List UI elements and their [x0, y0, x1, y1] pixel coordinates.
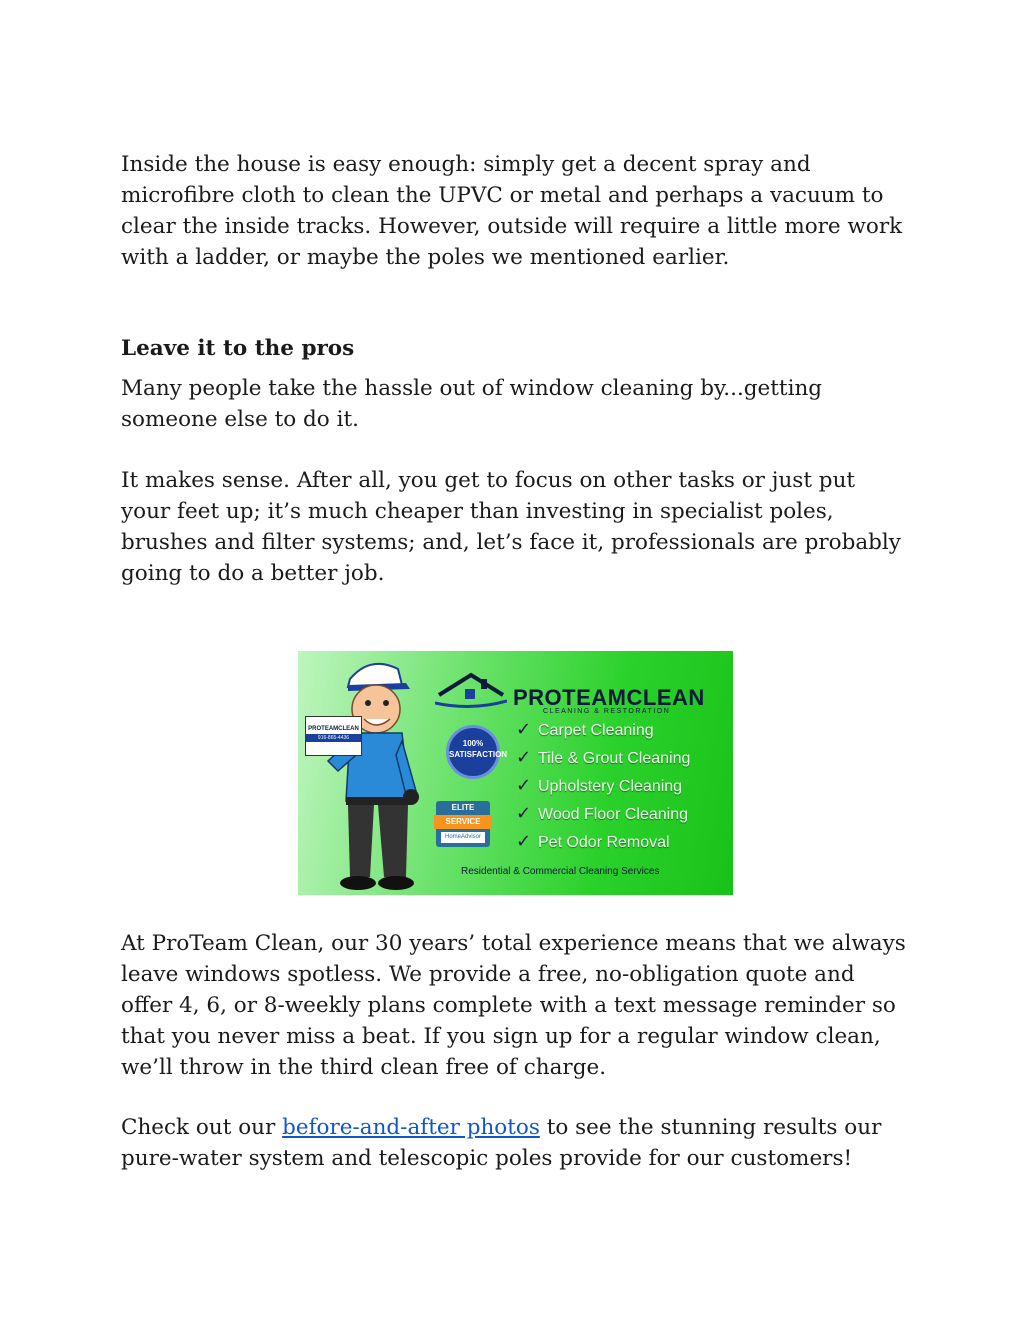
house-logo-icon — [435, 671, 507, 711]
service-item — [516, 715, 726, 743]
pros-paragraph-1: Many people take the hassle out of window cleaning by...getting someone else to do it. — [121, 376, 823, 432]
closing-paragraph — [121, 1112, 911, 1174]
service-item — [516, 827, 726, 855]
brand-name: PROTEAMCLEAN — [513, 685, 705, 710]
checkmark-icon: ✓ — [516, 747, 532, 767]
intro-paragraph: Inside the house is easy enough: simply get a decent spray and microfibre cloth to clean the UPVC or metal and perhaps a vacuum to clear the inside tracks. However, outside will require a little more work with a ladder, or maybe the poles we mentioned earlier. — [121, 152, 903, 270]
section-heading: Leave it to the pros — [121, 336, 355, 361]
business-card — [305, 716, 362, 756]
service-item — [516, 743, 726, 771]
service-item — [516, 771, 726, 799]
checkmark-icon: ✓ — [516, 775, 532, 795]
checkmark-icon: ✓ — [516, 803, 532, 823]
before-after-photos-link[interactable]: before-and-after photos — [282, 1115, 540, 1140]
service-label: Pet Odor Removal — [538, 834, 670, 851]
card-phone: 916-865-4436 — [306, 734, 361, 742]
elite-band: SERVICE — [434, 815, 492, 829]
pros-paragraph-2: It makes sense. After all, you get to focus on other tasks or just put your feet up; it’s much cheaper than investing in specialist poles, brushes and filter systems; and, let’s face it, professionals are probably going to do a better job. — [121, 468, 901, 586]
checkmark-icon: ✓ — [516, 719, 532, 739]
service-item — [516, 799, 726, 827]
elite-bottom: HomeAdvisor — [441, 832, 485, 843]
service-label: Carpet Cleaning — [538, 722, 654, 739]
service-label: Wood Floor Cleaning — [538, 806, 689, 823]
services-list — [516, 715, 726, 855]
checkmark-icon: ✓ — [516, 831, 532, 851]
closing-text-before: Check out our — [121, 1115, 283, 1140]
service-label: Tile & Grout Cleaning — [538, 750, 691, 767]
service-label: Upholstery Cleaning — [538, 778, 683, 795]
proteam-paragraph: At ProTeam Clean, our 30 years’ total experience means that we always leave windows spotless. We provide a free, no-obligation quote and offer 4, 6, or 8-weekly plans complete with a text message reminder so that you never miss a beat. If you sign up for a regular window clean, we’ll throw in the third clean free of charge. — [121, 931, 906, 1080]
satisfaction-seal: 100% SATISFACTION — [446, 725, 500, 779]
elite-service-badge — [436, 801, 490, 847]
closing-text-after: to see the stunning results our pure-water system and telescopic poles provide for our customers! — [121, 1115, 882, 1171]
card-brand: PROTEAMCLEAN — [308, 726, 359, 732]
brand-logo — [433, 667, 723, 715]
mascot-illustration — [298, 651, 438, 895]
brand-subtitle: CLEANING & RESTORATION — [543, 708, 671, 715]
proteamclean-banner — [298, 651, 733, 895]
elite-top: ELITE — [451, 803, 475, 812]
banner-tagline: Residential & Commercial Cleaning Services — [461, 866, 660, 877]
